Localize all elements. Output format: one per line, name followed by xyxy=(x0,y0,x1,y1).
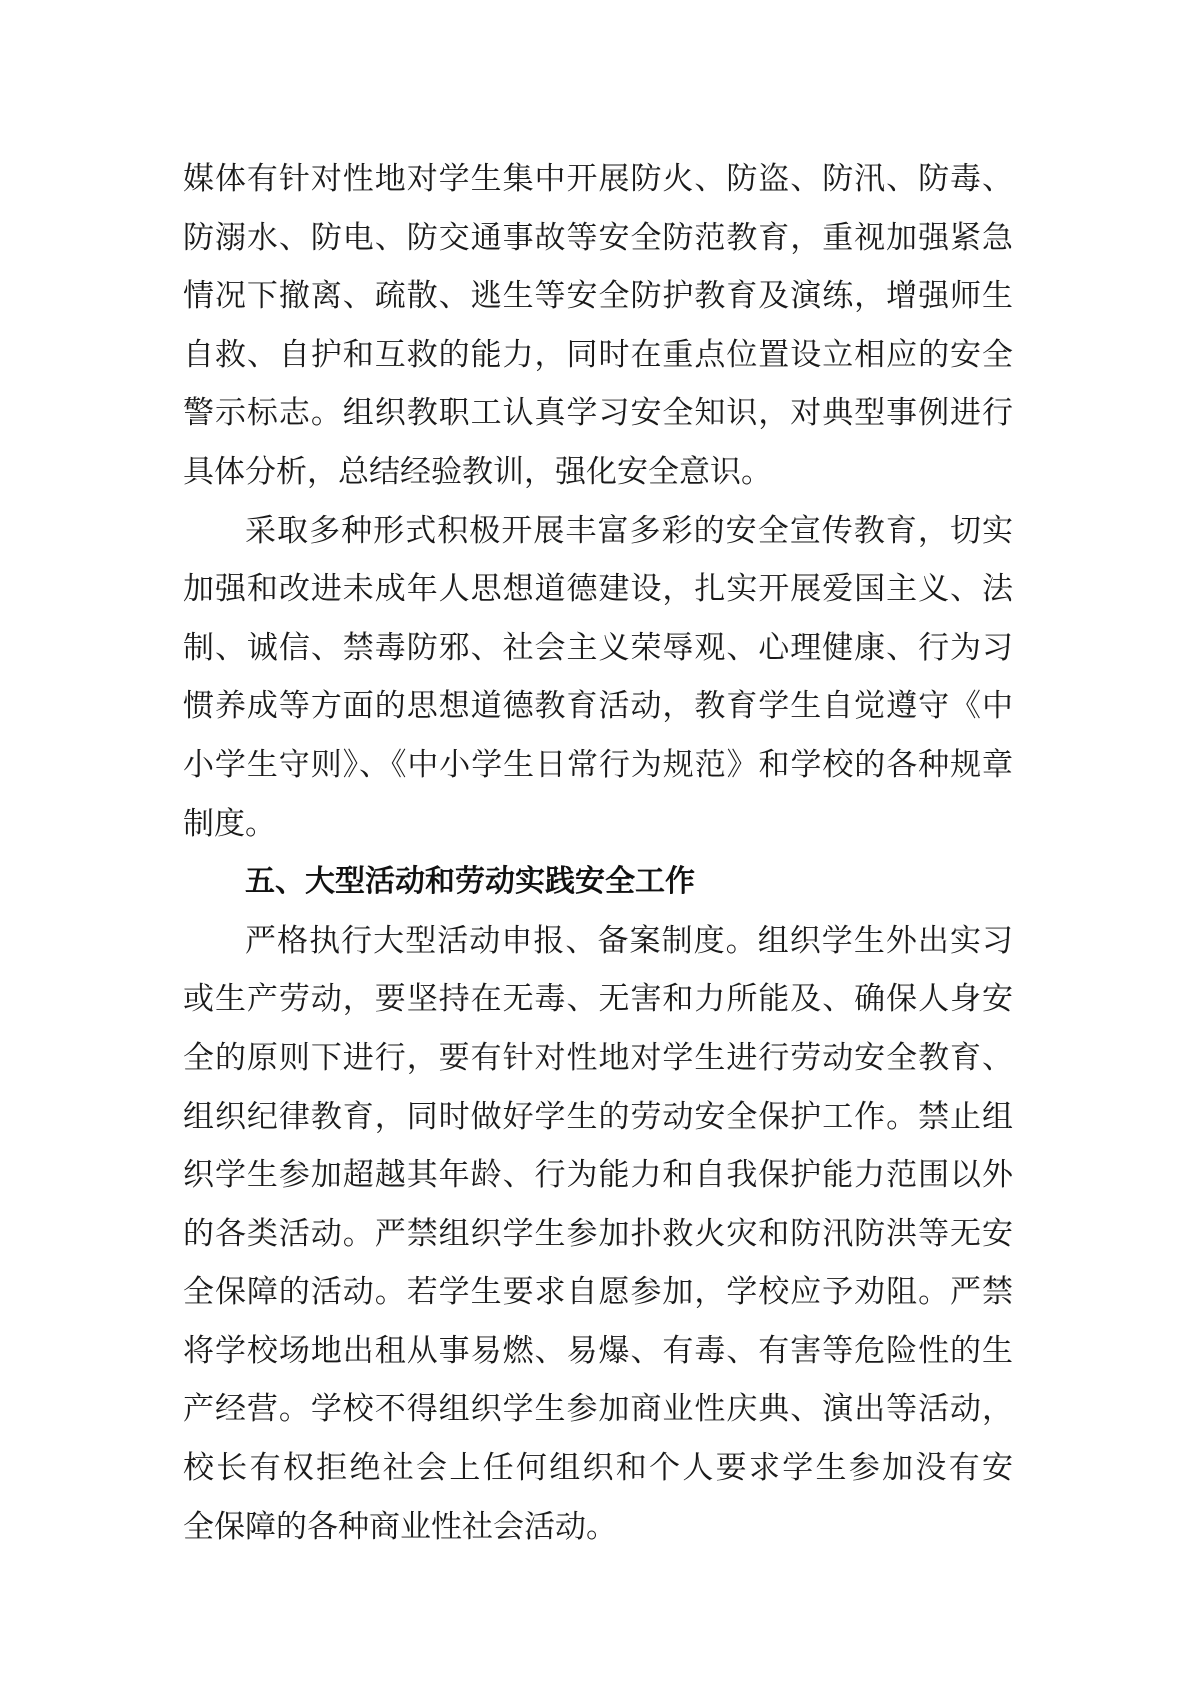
text-line: 防溺水、防电、防交通事故等安全防范教育，重视加强紧急 xyxy=(183,219,1013,256)
text-line: 采取多种形式积极开展丰富多彩的安全宣传教育，切实 xyxy=(245,512,1013,549)
text-line: 织学生参加超越其年龄、行为能力和自我保护能力范围以外 xyxy=(183,1157,1013,1194)
text-line: 严格执行大型活动申报、备案制度。组织学生外出实习 xyxy=(245,922,1013,959)
text-line: 或生产劳动，要坚持在无毒、无害和力所能及、确保人身安 xyxy=(183,981,1013,1018)
text-line: 自救、自护和互救的能力，同时在重点位置设立相应的安全 xyxy=(183,336,1013,373)
text-line: 全保障的各种商业性社会活动。 xyxy=(183,1508,617,1545)
text-line: 全保障的活动。若学生要求自愿参加，学校应予劝阻。严禁 xyxy=(183,1274,1013,1311)
text-line: 小学生守则》、《中小学生日常行为规范》和学校的各种规章 xyxy=(183,746,1013,783)
section-heading: 五、大型活动和劳动实践安全工作 xyxy=(245,864,695,900)
text-line: 情况下撤离、疏散、逃生等安全防护教育及演练，增强师生 xyxy=(183,278,1013,315)
text-line: 制度。 xyxy=(183,805,276,842)
text-line: 将学校场地出租从事易燃、易爆、有毒、有害等危险性的生 xyxy=(183,1332,1013,1369)
text-line: 组织纪律教育，同时做好学生的劳动安全保护工作。禁止组 xyxy=(183,1098,1013,1135)
paragraph-safety-education xyxy=(183,150,1013,502)
text-line: 产经营。学校不得组织学生参加商业性庆典、演出等活动， xyxy=(183,1391,1013,1428)
document-body xyxy=(183,150,1013,1556)
text-line: 的各类活动。严禁组织学生参加扑救火灾和防汛防洪等无安 xyxy=(183,1215,1013,1252)
text-line: 警示标志。组织教职工认真学习安全知识，对典型事例进行 xyxy=(183,395,1013,432)
text-line: 制、诚信、禁毒防邪、社会主义荣辱观、心理健康、行为习 xyxy=(183,629,1013,666)
paragraph-activity-safety xyxy=(183,912,1013,1557)
paragraph-moral-education xyxy=(183,502,1013,854)
text-line: 加强和改进未成年人思想道德建设，扎实开展爱国主义、法 xyxy=(183,571,1013,608)
text-line: 媒体有针对性地对学生集中开展防火、防盗、防汛、防毒、 xyxy=(183,161,1013,197)
text-line: 全的原则下进行，要有针对性地对学生进行劳动安全教育、 xyxy=(183,1039,1013,1076)
text-line: 惯养成等方面的思想道德教育活动，教育学生自觉遵守《中 xyxy=(183,688,1013,725)
text-line: 校长有权拒绝社会上任何组织和个人要求学生参加没有安 xyxy=(183,1450,1013,1487)
text-line: 具体分析，总结经验教训，强化安全意识。 xyxy=(183,453,772,490)
